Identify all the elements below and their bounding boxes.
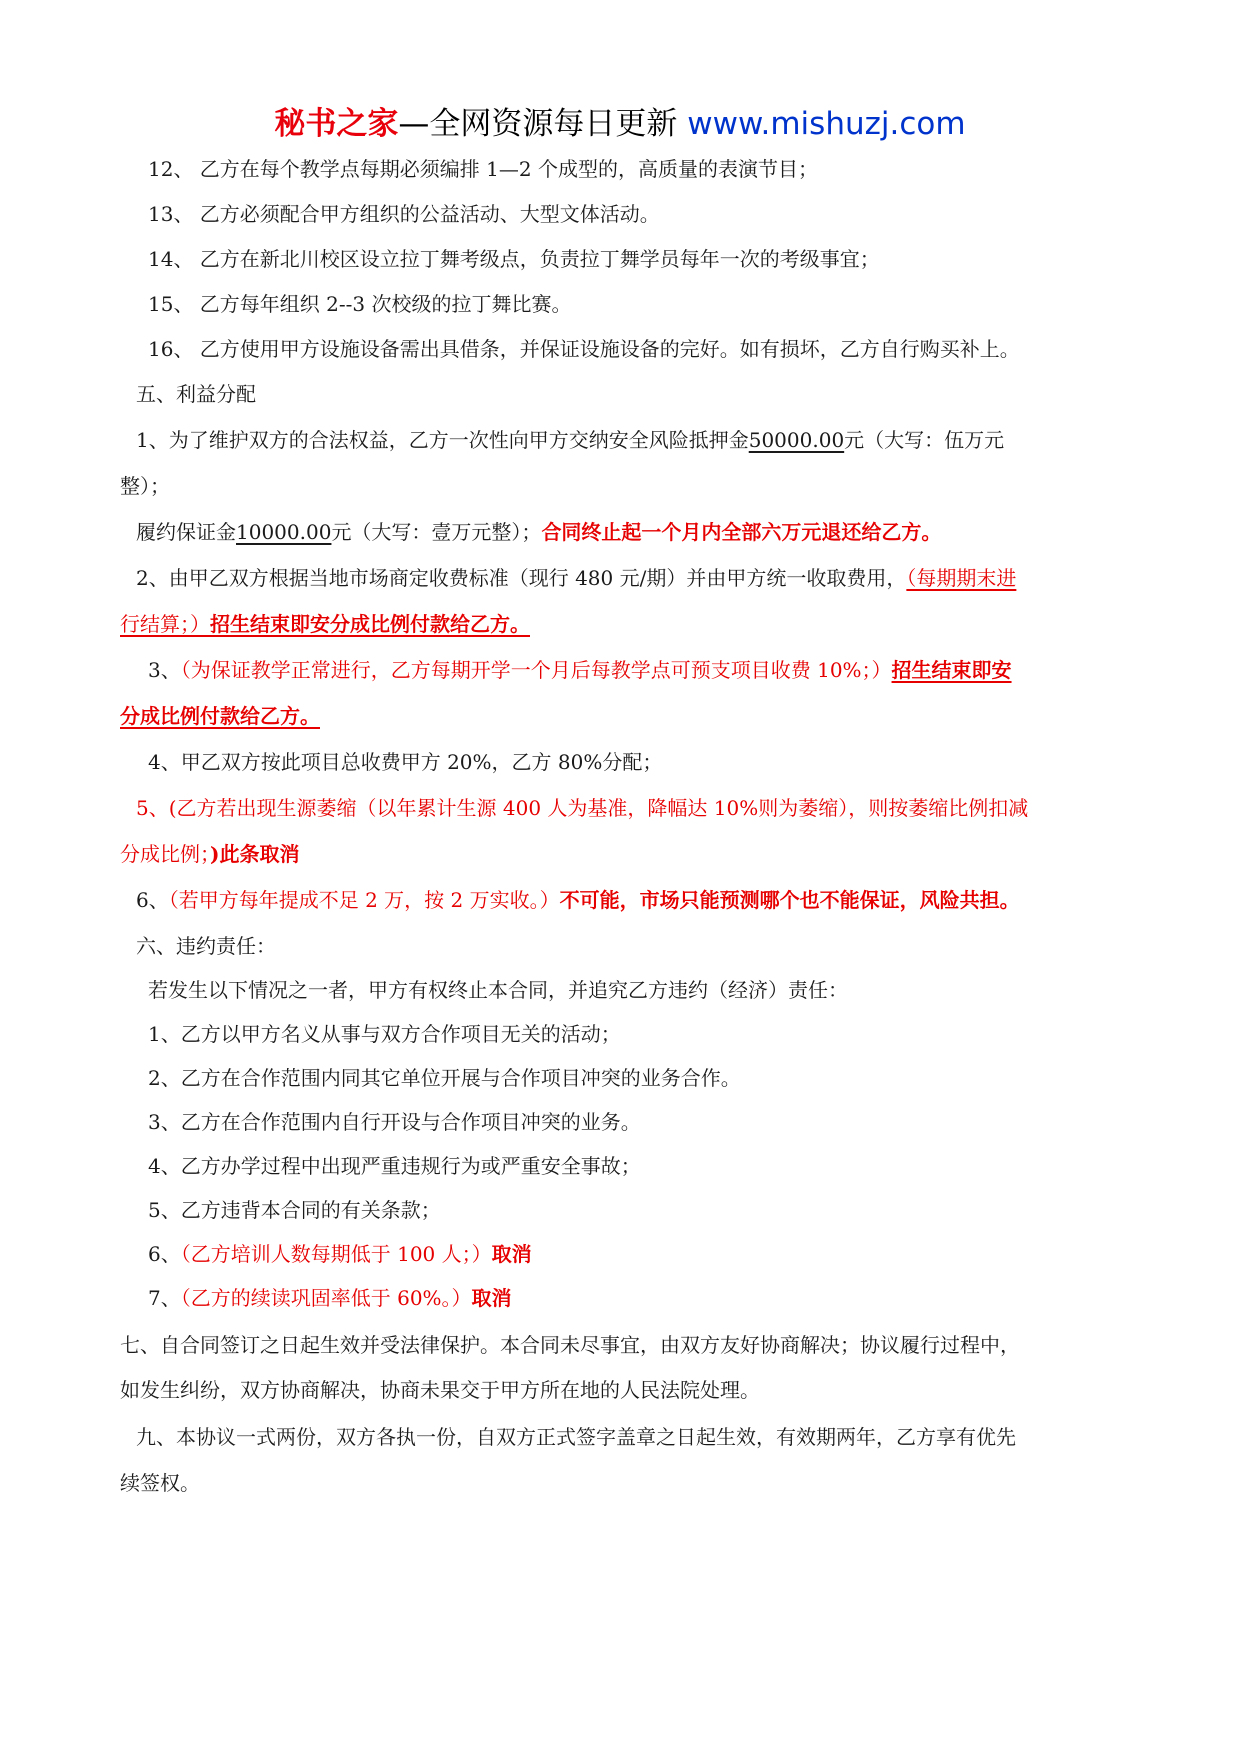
item-3-red: （为保证教学正常进行，乙方每期开学一个月后每教学点可预支项目收费 10%；）	[180, 658, 892, 682]
item-5-red: 5、(乙方若出现生源萎缩（以年累计生源 400 人为基准，降幅达 10%则为萎缩），则按萎缩比例扣减	[136, 796, 1029, 820]
section-5-item-3-cont	[120, 701, 320, 731]
section-5-item-2	[136, 563, 1016, 593]
breach-6-cancel: 取消	[491, 1242, 532, 1266]
section-6-title: 六、违约责任：	[136, 934, 276, 958]
header-url[interactable]: www.mishuzj.com	[687, 106, 966, 142]
brand-name: 秘书之家	[274, 106, 399, 142]
breach-2: 2、乙方在合作范围内同其它单位开展与合作项目冲突的业务合作。	[148, 1066, 741, 1090]
section-5-item-1-cont: 整）；	[120, 474, 170, 498]
item-5-cont-red: 分成比例；	[120, 842, 210, 866]
bond-amount: 10000.00	[236, 520, 332, 544]
breach-4: 4、乙方办学过程中出现严重违规行为或严重安全事故；	[148, 1154, 641, 1178]
clause-16: 16、 乙方使用甲方设施设备需出具借条，并保证设施设备的完好。如有损坏，乙方自行购买补上。	[148, 337, 1020, 361]
breach-6-num: 6、	[148, 1242, 181, 1266]
section-7-line-2: 如发生纠纷，双方协商解决，协商未果交于甲方所在地的人民法院处理。	[120, 1378, 760, 1402]
clause-12: 12、 乙方在每个教学点每期必须编排 1—2 个成型的，高质量的表演节目；	[148, 157, 818, 181]
clause-15: 15、 乙方每年组织 2--3 次校级的拉丁舞比赛。	[148, 292, 572, 316]
section-5-title: 五、利益分配	[136, 382, 256, 406]
item-3-cont: 分成比例付款给乙方。	[120, 704, 320, 728]
breach-3: 3、乙方在合作范围内自行开设与合作项目冲突的业务。	[148, 1110, 641, 1134]
section-9-line-1: 九、本协议一式两份，双方各执一份，自双方正式签字盖章之日起生效，有效期两年，乙方享有优先	[136, 1425, 1016, 1449]
watermark-header	[0, 100, 1240, 148]
deposit-amount: 50000.00	[748, 428, 845, 452]
breach-7-red: （乙方的续读巩固率低于 60%。）	[180, 1286, 472, 1310]
item-3-num: 3、	[148, 658, 181, 682]
item-5-cancel: )此条取消	[210, 842, 300, 866]
section-6-intro: 若发生以下情况之一者，甲方有权终止本合同，并追究乙方违约（经济）责任：	[148, 978, 848, 1002]
section-5-item-5	[136, 793, 1028, 823]
item-2-text: 2、由甲乙双方根据当地市场商定收费标准（现行 480 元/期）并由甲方统一收取费用，	[136, 566, 907, 590]
breach-7-num: 7、	[148, 1286, 181, 1310]
breach-5: 5、乙方违背本合同的有关条款；	[148, 1198, 441, 1222]
section-5-item-3	[148, 655, 1012, 685]
item-6-bold: 不可能，市场只能预测哪个也不能保证，风险共担。	[559, 888, 1020, 912]
item-2-cont-bold: 招生结束即安分成比例付款给乙方。	[210, 612, 530, 636]
breach-7-cancel: 取消	[471, 1286, 512, 1310]
item-6-red: （若甲方每年提成不足 2 万，按 2 万实收。）	[168, 888, 560, 912]
section-7-line-1: 七、自合同签订之日起生效并受法律保护。本合同未尽事宜，由双方友好协商解决；协议履行过程中，	[120, 1333, 1020, 1357]
breach-6	[148, 1239, 532, 1269]
breach-7	[148, 1283, 512, 1313]
section-5-item-1-bond	[136, 517, 941, 547]
section-5-item-2-cont	[120, 609, 530, 639]
item-1-text-b: 元（大写：伍万元	[844, 428, 1005, 452]
section-5-item-6	[136, 885, 1020, 915]
section-9-line-2: 续签权。	[120, 1471, 200, 1495]
item-2-cont-red: 行结算；）	[120, 612, 210, 636]
item-6-num: 6、	[136, 888, 169, 912]
item-3-bold: 招生结束即安	[891, 658, 1012, 682]
section-5-item-5-cont	[120, 839, 299, 869]
item-2-red: （每期期末进	[906, 566, 1017, 590]
bond-text-b: 元（大写：壹万元整）；	[331, 520, 542, 544]
section-5-item-4: 4、甲乙双方按此项目总收费甲方 20%，乙方 80%分配；	[148, 750, 663, 774]
section-5-item-1	[136, 425, 1004, 455]
breach-6-red: （乙方培训人数每期低于 100 人；）	[180, 1242, 492, 1266]
breach-1: 1、乙方以甲方名义从事与双方合作项目无关的活动；	[148, 1022, 621, 1046]
refund-note: 合同终止起一个月内全部六万元退还给乙方。	[541, 520, 942, 544]
header-tagline: —全网资源每日更新	[398, 106, 678, 142]
clause-13: 13、 乙方必须配合甲方组织的公益活动、大型文体活动。	[148, 202, 660, 226]
item-1-text: 1、为了维护双方的合法权益，乙方一次性向甲方交纳安全风险抵押金	[136, 428, 749, 452]
bond-text: 履约保证金	[136, 520, 236, 544]
clause-14: 14、 乙方在新北川校区设立拉丁舞考级点，负责拉丁舞学员每年一次的考级事宜；	[148, 247, 880, 271]
